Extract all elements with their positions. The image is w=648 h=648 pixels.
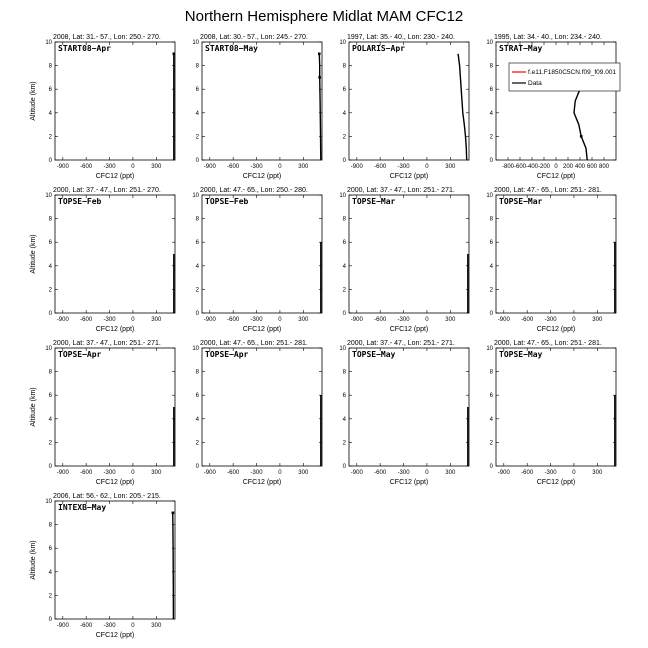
panel-label: INTEXB−May: [58, 503, 107, 512]
y-tick-label: 8: [489, 216, 493, 223]
y-tick-label: 4: [195, 110, 199, 117]
panel-10: [192, 340, 322, 486]
data-point-marker: [173, 53, 176, 56]
legend-model-label: f.e11.F1850C5CN.f09_f09.001: [528, 69, 617, 76]
y-tick-label: 8: [48, 216, 52, 223]
x-tick-label: -900: [350, 164, 363, 170]
y-tick-label: 8: [195, 63, 199, 70]
y-tick-label: 2: [489, 440, 493, 447]
panel-header: 2000, Lat: 37.- 47., Lon: 251.- 271.: [347, 187, 455, 194]
y-tick-label: 10: [486, 40, 493, 46]
x-tick-label: -900: [56, 317, 69, 323]
y-tick-label: 8: [195, 216, 199, 223]
x-tick-label: -600: [521, 317, 534, 323]
panel-label: TOPSE−Mar: [499, 197, 543, 206]
x-tick-label: -300: [397, 470, 410, 476]
x-tick-label: -600: [374, 164, 387, 170]
x-axis-label: CFC12 (ppt): [95, 632, 135, 639]
y-tick-label: 0: [489, 464, 493, 470]
x-tick-label: 300: [151, 164, 162, 170]
y-tick-label: 10: [192, 40, 199, 46]
y-tick-label: 0: [342, 311, 346, 317]
y-tick-label: 2: [342, 287, 346, 294]
panel-header: 2008, Lat: 31.- 57., Lon: 250.- 270.: [53, 34, 161, 41]
x-tick-label: 0: [278, 470, 282, 476]
y-axis-label: Altitude (km): [30, 234, 37, 274]
panel-header: 1997, Lat: 35.- 40., Lon: 230.- 240.: [347, 34, 455, 41]
x-tick-label: 300: [445, 164, 456, 170]
y-tick-label: 4: [48, 263, 52, 270]
y-tick-label: 4: [342, 416, 346, 423]
data-profile-line: [319, 54, 321, 160]
x-tick-label: -300: [397, 164, 410, 170]
y-tick-label: 2: [489, 134, 493, 141]
y-tick-label: 0: [195, 158, 199, 164]
x-tick-label: -600: [513, 164, 527, 170]
plot-frame: [349, 42, 469, 160]
panel-label: TOPSE−Mar: [352, 197, 396, 206]
y-tick-label: 4: [48, 416, 52, 423]
x-axis-label: CFC12 (ppt): [536, 173, 576, 180]
x-tick-label: -600: [521, 470, 534, 476]
panel-1: [30, 34, 175, 180]
plot-frame: [55, 195, 175, 313]
y-tick-label: 10: [339, 193, 346, 199]
y-tick-label: 0: [342, 464, 346, 470]
x-tick-label: -600: [80, 317, 93, 323]
y-tick-label: 4: [195, 263, 199, 270]
panel-3: [339, 34, 469, 180]
y-tick-label: 10: [45, 499, 52, 505]
y-tick-label: 6: [489, 87, 493, 94]
y-axis-label: Altitude (km): [30, 540, 37, 580]
panel-label: STRAT−May: [499, 44, 543, 53]
y-tick-label: 6: [195, 393, 199, 400]
y-tick-label: 2: [48, 440, 52, 447]
y-tick-label: 4: [48, 110, 52, 117]
panel-header: 2000, Lat: 37.- 47., Lon: 251.- 271.: [53, 340, 161, 347]
legend-data-label: Data: [528, 80, 542, 87]
x-tick-label: 200: [562, 164, 574, 170]
x-tick-label: 0: [572, 470, 576, 476]
x-tick-label: -300: [250, 317, 263, 323]
y-tick-label: 2: [195, 440, 199, 447]
x-tick-label: -600: [227, 470, 240, 476]
y-tick-label: 10: [192, 346, 199, 352]
plot-frame: [202, 195, 322, 313]
x-tick-label: -900: [203, 470, 216, 476]
panel-11: [339, 340, 469, 486]
x-tick-label: 0: [425, 164, 429, 170]
panel-header: 2008, Lat: 30.- 57., Lon: 245.- 270.: [200, 34, 308, 41]
y-tick-label: 10: [45, 40, 52, 46]
y-tick-label: 8: [489, 63, 493, 70]
panel-7: [339, 187, 469, 333]
data-layer: [172, 512, 175, 620]
panel-label: TOPSE−Apr: [205, 350, 249, 359]
y-tick-label: 4: [342, 110, 346, 117]
x-axis-label: CFC12 (ppt): [536, 326, 576, 333]
panel-label: START08−Apr: [58, 44, 111, 53]
x-tick-label: -800: [501, 164, 515, 170]
x-tick-label: -200: [537, 164, 551, 170]
x-tick-label: 800: [598, 164, 610, 170]
x-tick-label: 600: [586, 164, 598, 170]
y-tick-label: 10: [192, 193, 199, 199]
x-tick-label: -900: [203, 164, 216, 170]
panel-header: 2000, Lat: 37.- 47., Lon: 251.- 270.: [53, 187, 161, 194]
x-tick-label: 400: [574, 164, 586, 170]
panel-label: TOPSE−May: [499, 350, 543, 359]
x-tick-label: -600: [227, 164, 240, 170]
x-tick-label: 300: [298, 317, 309, 323]
y-tick-label: 6: [342, 393, 346, 400]
x-axis-label: CFC12 (ppt): [95, 173, 135, 180]
x-tick-label: -300: [397, 317, 410, 323]
panel-header: 2000, Lat: 47.- 65., Lon: 251.- 281.: [200, 340, 308, 347]
x-tick-label: -600: [80, 623, 93, 629]
panel-5: [30, 187, 175, 333]
y-tick-label: 10: [486, 193, 493, 199]
x-axis-label: CFC12 (ppt): [242, 326, 282, 333]
data-profile-line: [173, 513, 174, 619]
y-tick-label: 2: [195, 287, 199, 294]
panel-header: 2000, Lat: 47.- 65., Lon: 250.- 280.: [200, 187, 308, 194]
x-tick-label: -300: [250, 470, 263, 476]
y-tick-label: 2: [342, 440, 346, 447]
x-axis-label: CFC12 (ppt): [242, 479, 282, 486]
y-tick-label: 6: [489, 393, 493, 400]
y-tick-label: 10: [486, 346, 493, 352]
x-tick-label: 300: [151, 317, 162, 323]
panel-label: TOPSE−Apr: [58, 350, 102, 359]
x-tick-label: 0: [572, 317, 576, 323]
x-tick-label: -400: [525, 164, 539, 170]
y-tick-label: 0: [48, 158, 52, 164]
y-tick-label: 8: [48, 63, 52, 70]
data-layer: [458, 54, 467, 160]
y-tick-label: 4: [489, 110, 493, 117]
x-tick-label: -300: [103, 470, 116, 476]
y-tick-label: 0: [489, 311, 493, 317]
y-tick-label: 2: [195, 134, 199, 141]
y-tick-label: 2: [48, 134, 52, 141]
x-tick-label: 300: [298, 164, 309, 170]
plot-frame: [349, 348, 469, 466]
y-tick-label: 6: [48, 240, 52, 247]
panel-header: 2006, Lat: 56.- 62., Lon: 205.- 215.: [53, 493, 161, 500]
y-tick-label: 8: [342, 369, 346, 376]
y-tick-label: 4: [489, 416, 493, 423]
x-tick-label: -900: [203, 317, 216, 323]
y-tick-label: 0: [195, 464, 199, 470]
x-tick-label: 300: [592, 317, 603, 323]
y-tick-label: 6: [342, 240, 346, 247]
x-tick-label: 0: [425, 470, 429, 476]
x-axis-label: CFC12 (ppt): [95, 479, 135, 486]
y-tick-label: 6: [48, 546, 52, 553]
data-point-marker: [580, 135, 583, 138]
x-tick-label: 300: [151, 470, 162, 476]
x-tick-label: -900: [350, 470, 363, 476]
y-tick-label: 8: [342, 63, 346, 70]
y-tick-label: 6: [489, 240, 493, 247]
y-tick-label: 2: [48, 593, 52, 600]
y-tick-label: 2: [48, 287, 52, 294]
x-tick-label: -600: [374, 470, 387, 476]
figure-title: Northern Hemisphere Midlat MAM CFC12: [184, 8, 464, 25]
x-axis-label: CFC12 (ppt): [389, 326, 429, 333]
x-tick-label: 0: [425, 317, 429, 323]
y-tick-label: 0: [489, 158, 493, 164]
legend-box: [509, 63, 620, 91]
panel-label: POLARIS−Apr: [352, 44, 405, 53]
x-tick-label: -300: [544, 470, 557, 476]
x-tick-label: 300: [445, 317, 456, 323]
plot-frame: [202, 42, 322, 160]
y-tick-label: 10: [339, 40, 346, 46]
x-axis-label: CFC12 (ppt): [389, 479, 429, 486]
panel-label: START08−May: [205, 44, 258, 53]
x-tick-label: -600: [227, 317, 240, 323]
panel-9: [30, 340, 175, 486]
x-tick-label: -300: [250, 164, 263, 170]
x-axis-label: CFC12 (ppt): [95, 326, 135, 333]
data-point-marker: [318, 53, 321, 56]
y-tick-label: 8: [342, 216, 346, 223]
y-tick-label: 6: [48, 393, 52, 400]
y-tick-label: 6: [195, 240, 199, 247]
data-point-marker: [172, 512, 175, 515]
x-tick-label: 300: [298, 470, 309, 476]
y-tick-label: 10: [339, 346, 346, 352]
x-axis-label: CFC12 (ppt): [389, 173, 429, 180]
plot-frame: [496, 42, 616, 160]
y-tick-label: 4: [342, 263, 346, 270]
panel-label: TOPSE−Feb: [58, 197, 102, 206]
plot-frame: [202, 348, 322, 466]
y-tick-label: 0: [48, 617, 52, 623]
panel-8: [486, 187, 616, 333]
x-tick-label: -600: [80, 164, 93, 170]
x-axis-label: CFC12 (ppt): [242, 173, 282, 180]
plot-frame: [55, 348, 175, 466]
panel-header: 2000, Lat: 47.- 65., Lon: 251.- 281.: [494, 187, 602, 194]
panel-header: 2000, Lat: 47.- 65., Lon: 251.- 281.: [494, 340, 602, 347]
panel-header: 2000, Lat: 37.- 47., Lon: 251.- 271.: [347, 340, 455, 347]
y-tick-label: 0: [195, 311, 199, 317]
plot-frame: [349, 195, 469, 313]
panel-13: [30, 493, 175, 639]
data-point-marker: [318, 76, 321, 79]
y-tick-label: 6: [195, 87, 199, 94]
x-tick-label: -300: [103, 164, 116, 170]
x-tick-label: 0: [278, 164, 282, 170]
y-tick-label: 8: [48, 369, 52, 376]
y-tick-label: 0: [342, 158, 346, 164]
y-axis-label: Altitude (km): [30, 81, 37, 121]
x-tick-label: -900: [56, 623, 69, 629]
x-tick-label: 300: [445, 470, 456, 476]
x-tick-label: -900: [497, 317, 510, 323]
x-tick-label: -600: [80, 470, 93, 476]
x-tick-label: 300: [151, 623, 162, 629]
x-tick-label: -300: [103, 317, 116, 323]
panel-label: TOPSE−May: [352, 350, 396, 359]
panel-6: [192, 187, 322, 333]
panel-label: TOPSE−Feb: [205, 197, 249, 206]
y-tick-label: 8: [48, 522, 52, 529]
x-tick-label: -900: [56, 470, 69, 476]
y-tick-label: 6: [342, 87, 346, 94]
y-tick-label: 10: [45, 193, 52, 199]
y-axis-label: Altitude (km): [30, 387, 37, 427]
x-tick-label: 0: [131, 317, 135, 323]
y-tick-label: 0: [48, 464, 52, 470]
plot-frame: [496, 348, 616, 466]
x-tick-label: 0: [554, 164, 558, 170]
x-tick-label: 0: [278, 317, 282, 323]
x-tick-label: -900: [497, 470, 510, 476]
plot-frame: [55, 501, 175, 619]
plot-frame: [496, 195, 616, 313]
x-tick-label: -900: [350, 317, 363, 323]
x-tick-label: -300: [544, 317, 557, 323]
y-tick-label: 2: [489, 287, 493, 294]
y-tick-label: 10: [45, 346, 52, 352]
x-tick-label: 0: [131, 470, 135, 476]
x-tick-label: -600: [374, 317, 387, 323]
x-tick-label: 0: [131, 623, 135, 629]
y-tick-label: 4: [48, 569, 52, 576]
panel-12: [486, 340, 616, 486]
data-profile-line: [458, 54, 467, 160]
y-tick-label: 2: [342, 134, 346, 141]
y-tick-label: 6: [48, 87, 52, 94]
plot-frame: [55, 42, 175, 160]
panel-2: [192, 34, 322, 180]
panel-header: 1995, Lat: 34.- 40., Lon: 234.- 240.: [494, 34, 602, 41]
x-tick-label: -900: [56, 164, 69, 170]
x-axis-label: CFC12 (ppt): [536, 479, 576, 486]
y-tick-label: 8: [195, 369, 199, 376]
x-tick-label: 0: [131, 164, 135, 170]
data-layer: [318, 53, 321, 161]
y-tick-label: 0: [48, 311, 52, 317]
y-tick-label: 8: [489, 369, 493, 376]
y-tick-label: 4: [489, 263, 493, 270]
x-tick-label: -300: [103, 623, 116, 629]
x-tick-label: 300: [592, 470, 603, 476]
panel-4: [486, 34, 620, 180]
y-tick-label: 4: [195, 416, 199, 423]
